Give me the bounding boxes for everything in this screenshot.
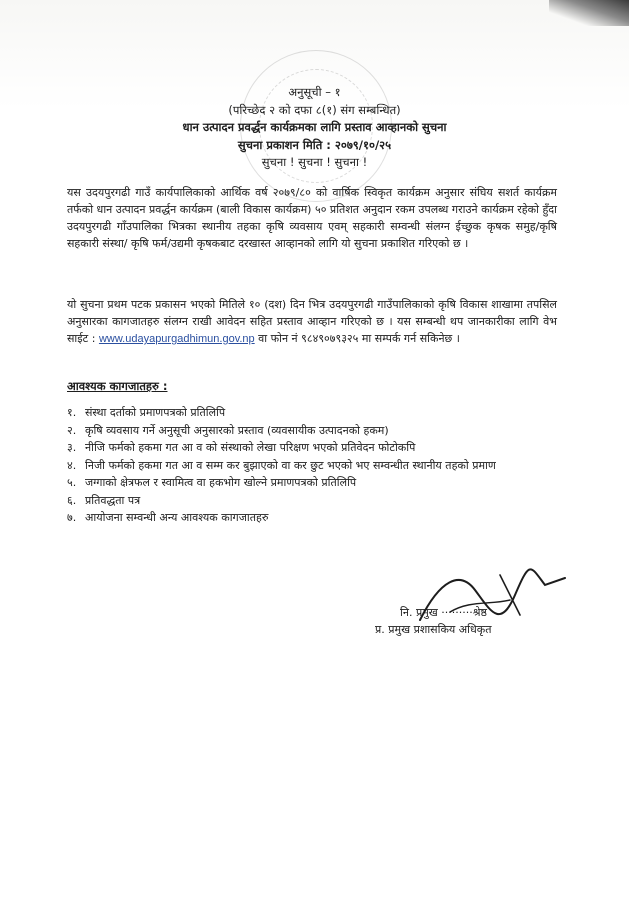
signatory-designation: प्र. प्रमुख प्रशासकिय अधिकृत [375,623,492,636]
publication-date: सुचना प्रकाशन मिति : २०७९/१०/२५ [237,137,392,152]
list-item [67,422,557,440]
list-item-text: कृषि व्यवसाय गर्ने अनुसूची अनुसारको प्रस्ताव (व्यवसायीक उत्पादनको हकम) [85,423,389,437]
list-item-number: ६. [67,493,77,507]
list-item [67,492,557,510]
list-item [67,457,557,475]
list-item [67,509,557,527]
notice-callout: सुचना ! सुचना ! सुचना ! [261,155,368,169]
list-item-text: प्रतिवद्धता पत्र [85,493,141,507]
list-item-number: ५. [67,476,77,489]
required-documents-title: आवश्यक कागजातहरु : [67,379,168,393]
annex-title: अनुसूची – १ [288,85,341,99]
paragraph-2-start: यो सुचना प्रथम पटक प्रकासन भएको मितिले १० (दश) दिन भित्र उदयपुरगढी गाउँपालिकाको कृषि विकास शाखामा तपसिल अनुसारका कागजातहरु संलग्न राखी आवेदन सहित प्रस्ताव आव्हान गरिएको छ । यस सम्बन्धी थप जानकारीका लागि वेभ साईट : [67,298,557,345]
list-item-number: १. [67,406,77,419]
list-item-number: २. [67,423,77,437]
notice-paragraph-2 [67,296,557,348]
list-item-text: जग्गाको क्षेत्रफल र स्वामित्व वा हकभोग खोल्ने प्रमाणपत्रको प्रतिलिपि [85,476,357,489]
list-item-number: ४. [67,458,77,472]
paragraph-2-end: वा फोन नं ९८४९०७९३२५ मा सम्पर्क गर्न सकिनेछ । [254,332,460,345]
notice-header [0,84,629,172]
signatory-name: नि. प्रमुख ·········श्रेष्ठ [400,606,488,619]
list-item [67,439,557,457]
list-item-number: ३. [67,441,77,454]
required-documents-list [67,404,557,527]
list-item-text: संस्था दर्ताको प्रमाणपत्रको प्रतिलिपि [85,406,226,419]
list-item-text: नीजि फर्मको हकमा गत आ व को संस्थाको लेखा परिक्षण भएको प्रतिवेदन फोटोकपि [85,441,416,454]
website-link[interactable]: www.udayapurgadhimun.gov.np [98,333,255,345]
page-corner-shadow [549,0,629,26]
list-item [67,474,557,492]
notice-paragraph-1: यस उदयपुरगढी गाउँ कार्यपालिकाको आर्थिक वर्ष २०७९/८० को वार्षिक स्विकृत कार्यक्रम अनुसार संघिय सशर्त कार्यक्रम तर्फको धान उत्पादन प्रवर्द्धन कार्यक्रम (बाली विकास कार्यक्रम) ५० प्रतिशत अनुदान रकम उपलब्ध गराउने कार्यक्रम रहेको हुँदा उदयपुरगढी गाँउपालिका भित्रका स्थानीय तहका कृषि व्यवसाय एवम् सहकारी सम्वन्धी संलग्न ईच्छुक कृषक समुह/कृषि सहकारी संस्था/ कृषि फर्म/उद्यमी कृषकबाट दरखास्त आव्हानको लागि यो सुचना प्रकाशित गरिएको छ । [67,186,557,250]
annex-reference: (परिच्छेद २ को दफा ८(१) संग सम्बन्धित) [228,102,401,117]
list-item-text: आयोजना सम्वन्धी अन्य आवश्यक कागजातहरु [85,511,269,524]
list-item [67,404,557,422]
list-item-text: निजी फर्मको हकमा गत आ व सम्म कर बुझाएको वा कर छुट भएको भए सम्वन्धीत स्थानीय तहको प्रमाण [85,458,496,472]
notice-title: धान उत्पादन प्रवर्द्धन कार्यक्रमका लागि प्रस्ताव आव्हानको सुचना [182,120,447,134]
list-item-number: ७. [67,511,77,524]
